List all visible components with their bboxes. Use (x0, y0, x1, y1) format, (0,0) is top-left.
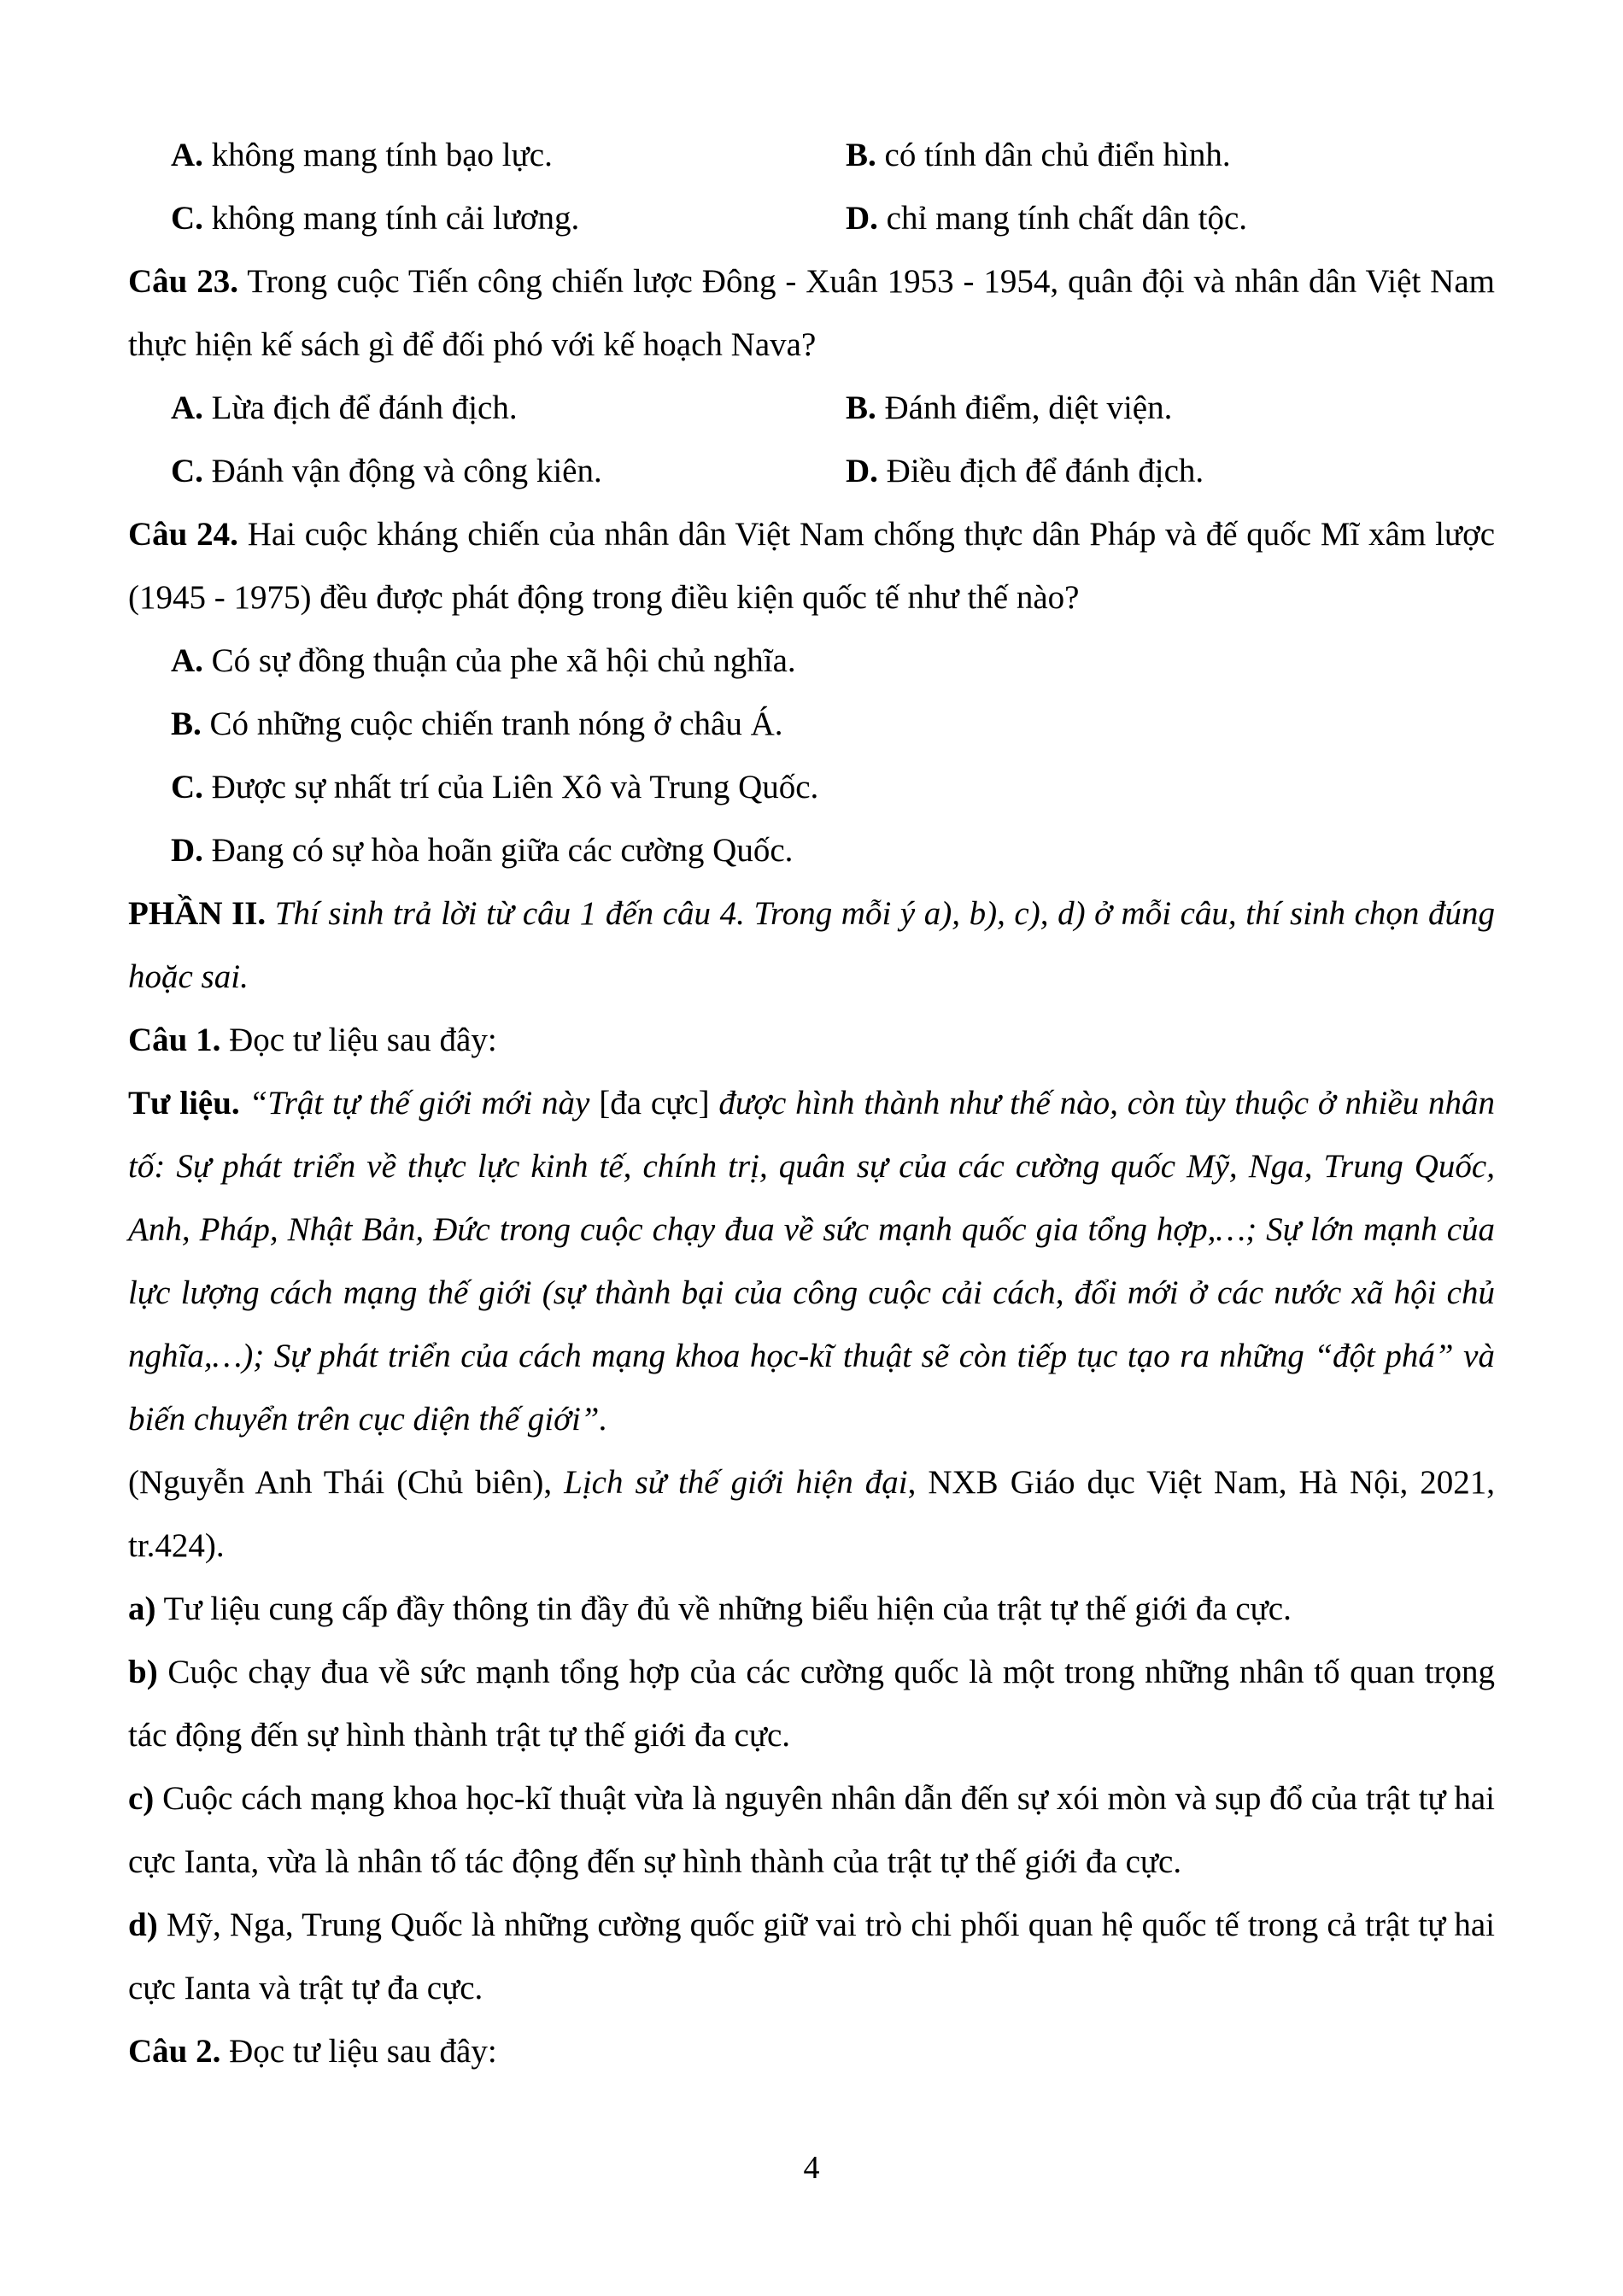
option-text: Đang có sự hòa hoãn giữa các cường Quốc. (211, 832, 794, 869)
option-b (846, 124, 1495, 187)
option-text: chỉ mang tính chất dân tộc. (886, 200, 1248, 237)
question-1-intro-text: Đọc tư liệu sau đây: (229, 1022, 497, 1058)
statement-letter: a) (128, 1590, 156, 1627)
question-23-options-row-2 (128, 440, 1495, 503)
option-text: Đánh điểm, diệt viện. (884, 390, 1173, 426)
question-1-statement-d (128, 1894, 1495, 2020)
question-24-option-a (128, 630, 1495, 693)
question-1-source-passage: Tư liệu. “Trật tự thế giới mới này [đa cực] được hình thành như thế nào, còn tùy thuộc ở nhiều nhân tố: Sự phát triển về thực lực kinh tế, chính trị, quân sự của các cường quốc Mỹ, Nga, Trung Quốc, Anh, Pháp, Nhật Bản, Đức trong cuộc chạy đua về sức mạnh quốc gia tổng hợp,…; Sự lớn mạnh của lực lượng cách mạng thế giới (sự thành bại của công cuộc cải cách, đổi mới ở các nước xã hội chủ nghĩa,…); Sự phát triển của cách mạng khoa học-kĩ thuật sẽ còn tiếp tục tạo ra những “đột phá” và biến chuyển trên cục diện thế giới”. (128, 1085, 1496, 1438)
question-24-stem (128, 503, 1495, 630)
statement-text: Tư liệu cung cấp đầy thông tin đầy đủ về những biểu hiện của trật tự thế giới đa cực. (163, 1590, 1292, 1627)
statement-text: Mỹ, Nga, Trung Quốc là những cường quốc giữ vai trò chi phối quan hệ quốc tế trong cả trật tự hai cực Ianta và trật tự đa cực. (128, 1906, 1495, 2006)
question-24-label: Câu 24. (128, 516, 238, 553)
prev-question-options-row-2 (128, 187, 1495, 250)
option-letter: C. (171, 200, 203, 237)
question-24-text: Hai cuộc kháng chiến của nhân dân Việt Nam chống thực dân Pháp và đế quốc Mĩ xâm lược (1945 - 1975) đều được phát động trong điều kiện quốc tế như thế nào? (128, 516, 1496, 616)
part-2-instruction: Thí sinh trả lời từ câu 1 đến câu 4. Trong mỗi ý a), b), c), d) ở mỗi câu, thí sinh chọn đúng hoặc sai. (128, 895, 1496, 995)
option-text: Lừa địch để đánh địch. (211, 390, 518, 426)
option-letter: D. (846, 200, 878, 237)
option-text: Có sự đồng thuận của phe xã hội chủ nghĩa. (211, 642, 796, 679)
option-d (846, 187, 1495, 250)
part-2-header (128, 882, 1495, 1009)
question-2-label: Câu 2. (128, 2033, 221, 2070)
question-23-options-row-1 (128, 377, 1495, 440)
option-c (128, 187, 846, 250)
option-a (128, 377, 846, 440)
statement-letter: c) (128, 1780, 155, 1817)
option-c (128, 440, 846, 503)
option-letter: B. (171, 706, 202, 742)
question-23-text: Trong cuộc Tiến công chiến lược Đông - Xuân 1953 - 1954, quân đội và nhân dân Việt Nam thực hiện kế sách gì để đối phó với kế hoạch Nava? (128, 263, 1495, 363)
option-letter: C. (171, 453, 203, 489)
statement-letter: d) (128, 1906, 158, 1943)
question-2-intro (128, 2020, 1495, 2083)
option-text: Được sự nhất trí của Liên Xô và Trung Quốc. (211, 769, 819, 805)
option-letter: B. (846, 137, 876, 173)
option-letter: A. (171, 642, 203, 679)
statement-text: Cuộc cách mạng khoa học-kĩ thuật vừa là nguyên nhân dẫn đến sự xói mòn và sụp đổ của trật tự hai cực Ianta, vừa là nhân tố tác động đến sự hình thành của trật tự thế giới đa cực. (128, 1780, 1496, 1880)
option-letter: D. (171, 832, 203, 869)
page-number: 4 (803, 2150, 820, 2186)
part-2-label: PHẦN II. (128, 895, 267, 932)
prev-question-options-row-1 (128, 124, 1495, 187)
question-1-statement-a (128, 1578, 1495, 1641)
statement-letter: b) (128, 1654, 158, 1690)
option-text: Có những cuộc chiến tranh nóng ở châu Á. (209, 706, 783, 742)
option-letter: C. (171, 769, 203, 805)
option-letter: A. (171, 137, 203, 173)
option-text: Điều địch để đánh địch. (886, 453, 1204, 489)
question-24-option-c (128, 756, 1495, 819)
question-23-label: Câu 23. (128, 263, 239, 300)
option-a (128, 124, 846, 187)
option-text: có tính dân chủ điển hình. (884, 137, 1231, 173)
question-1-statement-c (128, 1767, 1495, 1894)
question-1-intro (128, 1009, 1495, 1072)
question-2-intro-text: Đọc tư liệu sau đây: (229, 2033, 497, 2070)
question-1-label: Câu 1. (128, 1022, 221, 1058)
question-23-stem (128, 250, 1495, 377)
option-b (846, 377, 1495, 440)
option-text: không mang tính bạo lực. (211, 137, 553, 173)
question-1-statement-b (128, 1641, 1495, 1767)
statement-text: Cuộc chạy đua về sức mạnh tổng hợp của các cường quốc là một trong những nhân tố quan trọng tác động đến sự hình thành trật tự thế giới đa cực. (128, 1654, 1496, 1754)
option-letter: A. (171, 390, 203, 426)
option-letter: B. (846, 390, 876, 426)
option-text: Đánh vận động và công kiên. (211, 453, 602, 489)
option-letter: D. (846, 453, 878, 489)
question-24-option-d (128, 819, 1495, 882)
option-text: không mang tính cải lương. (211, 200, 580, 237)
question-1-citation: (Nguyễn Anh Thái (Chủ biên), Lịch sử thế giới hiện đại, NXB Giáo dục Việt Nam, Hà Nội, 2021, tr.424). (128, 1464, 1495, 1564)
question-24-option-b (128, 693, 1495, 756)
option-d (846, 440, 1495, 503)
